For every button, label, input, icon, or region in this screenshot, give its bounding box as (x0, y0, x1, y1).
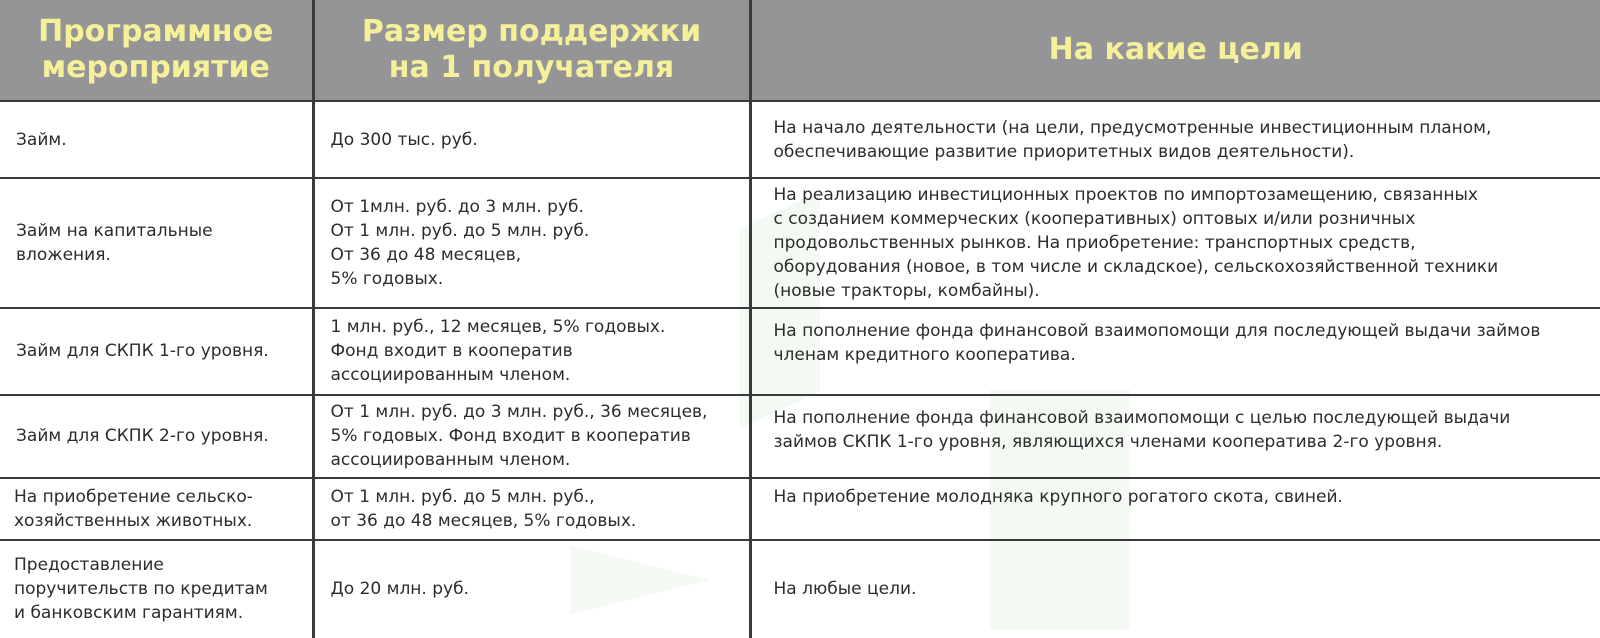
cell-amount (313, 101, 750, 178)
event-text: Займ для СКПК 2-го уровня. (16, 426, 269, 447)
purpose-text: На реализацию инвестиционных проектов по импортозамещению, связанных с созданием коммерческих (кооперативных) оптовых и/или розничных продовольственных рынков. На приобретение: транспортных средств, оборудования (новое, в том числе и складское), сельскохозяйственной техники (новые тракторы, комбайны). (773, 185, 1499, 302)
purpose-text: На пополнение фонда финансовой взаимопомощи для последующей выдачи займов членам кредитного кооператива. (773, 321, 1541, 366)
table-row (0, 101, 1600, 178)
header-event (0, 0, 313, 101)
event-text: Займ для СКПК 1-го уровня. (16, 341, 269, 362)
cell-amount (313, 395, 750, 478)
header-row (0, 0, 1600, 101)
table-row (0, 395, 1600, 478)
cell-purpose (750, 308, 1600, 394)
purpose-text: На приобретение молодняка крупного рогатого скота, свиней. (773, 486, 1343, 507)
header-amount (313, 0, 750, 101)
event-text: Займ. (16, 129, 67, 150)
amount-text: От 1млн. руб. до 3 млн. руб. От 1 млн. руб. до 5 млн. руб. От 36 до 48 месяцев, 5% годовых. (330, 197, 590, 290)
purpose-text: На начало деятельности (на цели, предусмотренные инвестиционным планом, обеспечивающие развитие приоритетных видов деятельности). (773, 117, 1492, 162)
amount-text: До 300 тыс. руб. (330, 129, 478, 150)
cell-event (0, 540, 313, 638)
cell-event (0, 478, 313, 540)
event-text: Предоставление поручительств по кредитам и банковским гарантиям. (14, 555, 268, 624)
header-event-label: Программное мероприятие (38, 14, 274, 85)
cell-event (0, 101, 313, 178)
amount-text: От 1 млн. руб. до 5 млн. руб., от 36 до 48 месяцев, 5% годовых. (330, 486, 637, 531)
amount-text: До 20 млн. руб. (330, 579, 469, 600)
cell-purpose (750, 395, 1600, 478)
table-row (0, 178, 1600, 308)
cell-purpose (750, 101, 1600, 178)
amount-text: От 1 млн. руб. до 3 млн. руб., 36 месяцев, 5% годовых. Фонд входит в кооператив ассоциированным членом. (330, 402, 708, 471)
table-row (0, 478, 1600, 540)
event-text: На приобретение сельско- хозяйственных животных. (14, 486, 253, 531)
cell-amount (313, 308, 750, 394)
cell-amount (313, 540, 750, 638)
header-purpose (750, 0, 1600, 101)
header-purpose-label: На какие цели (1048, 32, 1303, 67)
cell-purpose (750, 540, 1600, 638)
event-text: Займ на капитальные вложения. (16, 221, 213, 266)
cell-purpose (750, 478, 1600, 540)
purpose-text: На любые цели. (773, 579, 917, 600)
cell-amount (313, 178, 750, 308)
table-row (0, 308, 1600, 394)
cell-event (0, 395, 313, 478)
header-amount-label: Размер поддержки на 1 получателя (361, 14, 702, 85)
table-row (0, 540, 1600, 638)
purpose-text: На пополнение фонда финансовой взаимопомощи с целью последующей выдачи займов СКПК 1-го уровня, являющихся членами кооператива 2-го уровня. (773, 407, 1511, 452)
amount-text: 1 млн. руб., 12 месяцев, 5% годовых. Фонд входит в кооператив ассоциированным членом. (330, 317, 666, 386)
cell-event (0, 308, 313, 394)
cell-event (0, 178, 313, 308)
cell-amount (313, 478, 750, 540)
cell-purpose (750, 178, 1600, 308)
